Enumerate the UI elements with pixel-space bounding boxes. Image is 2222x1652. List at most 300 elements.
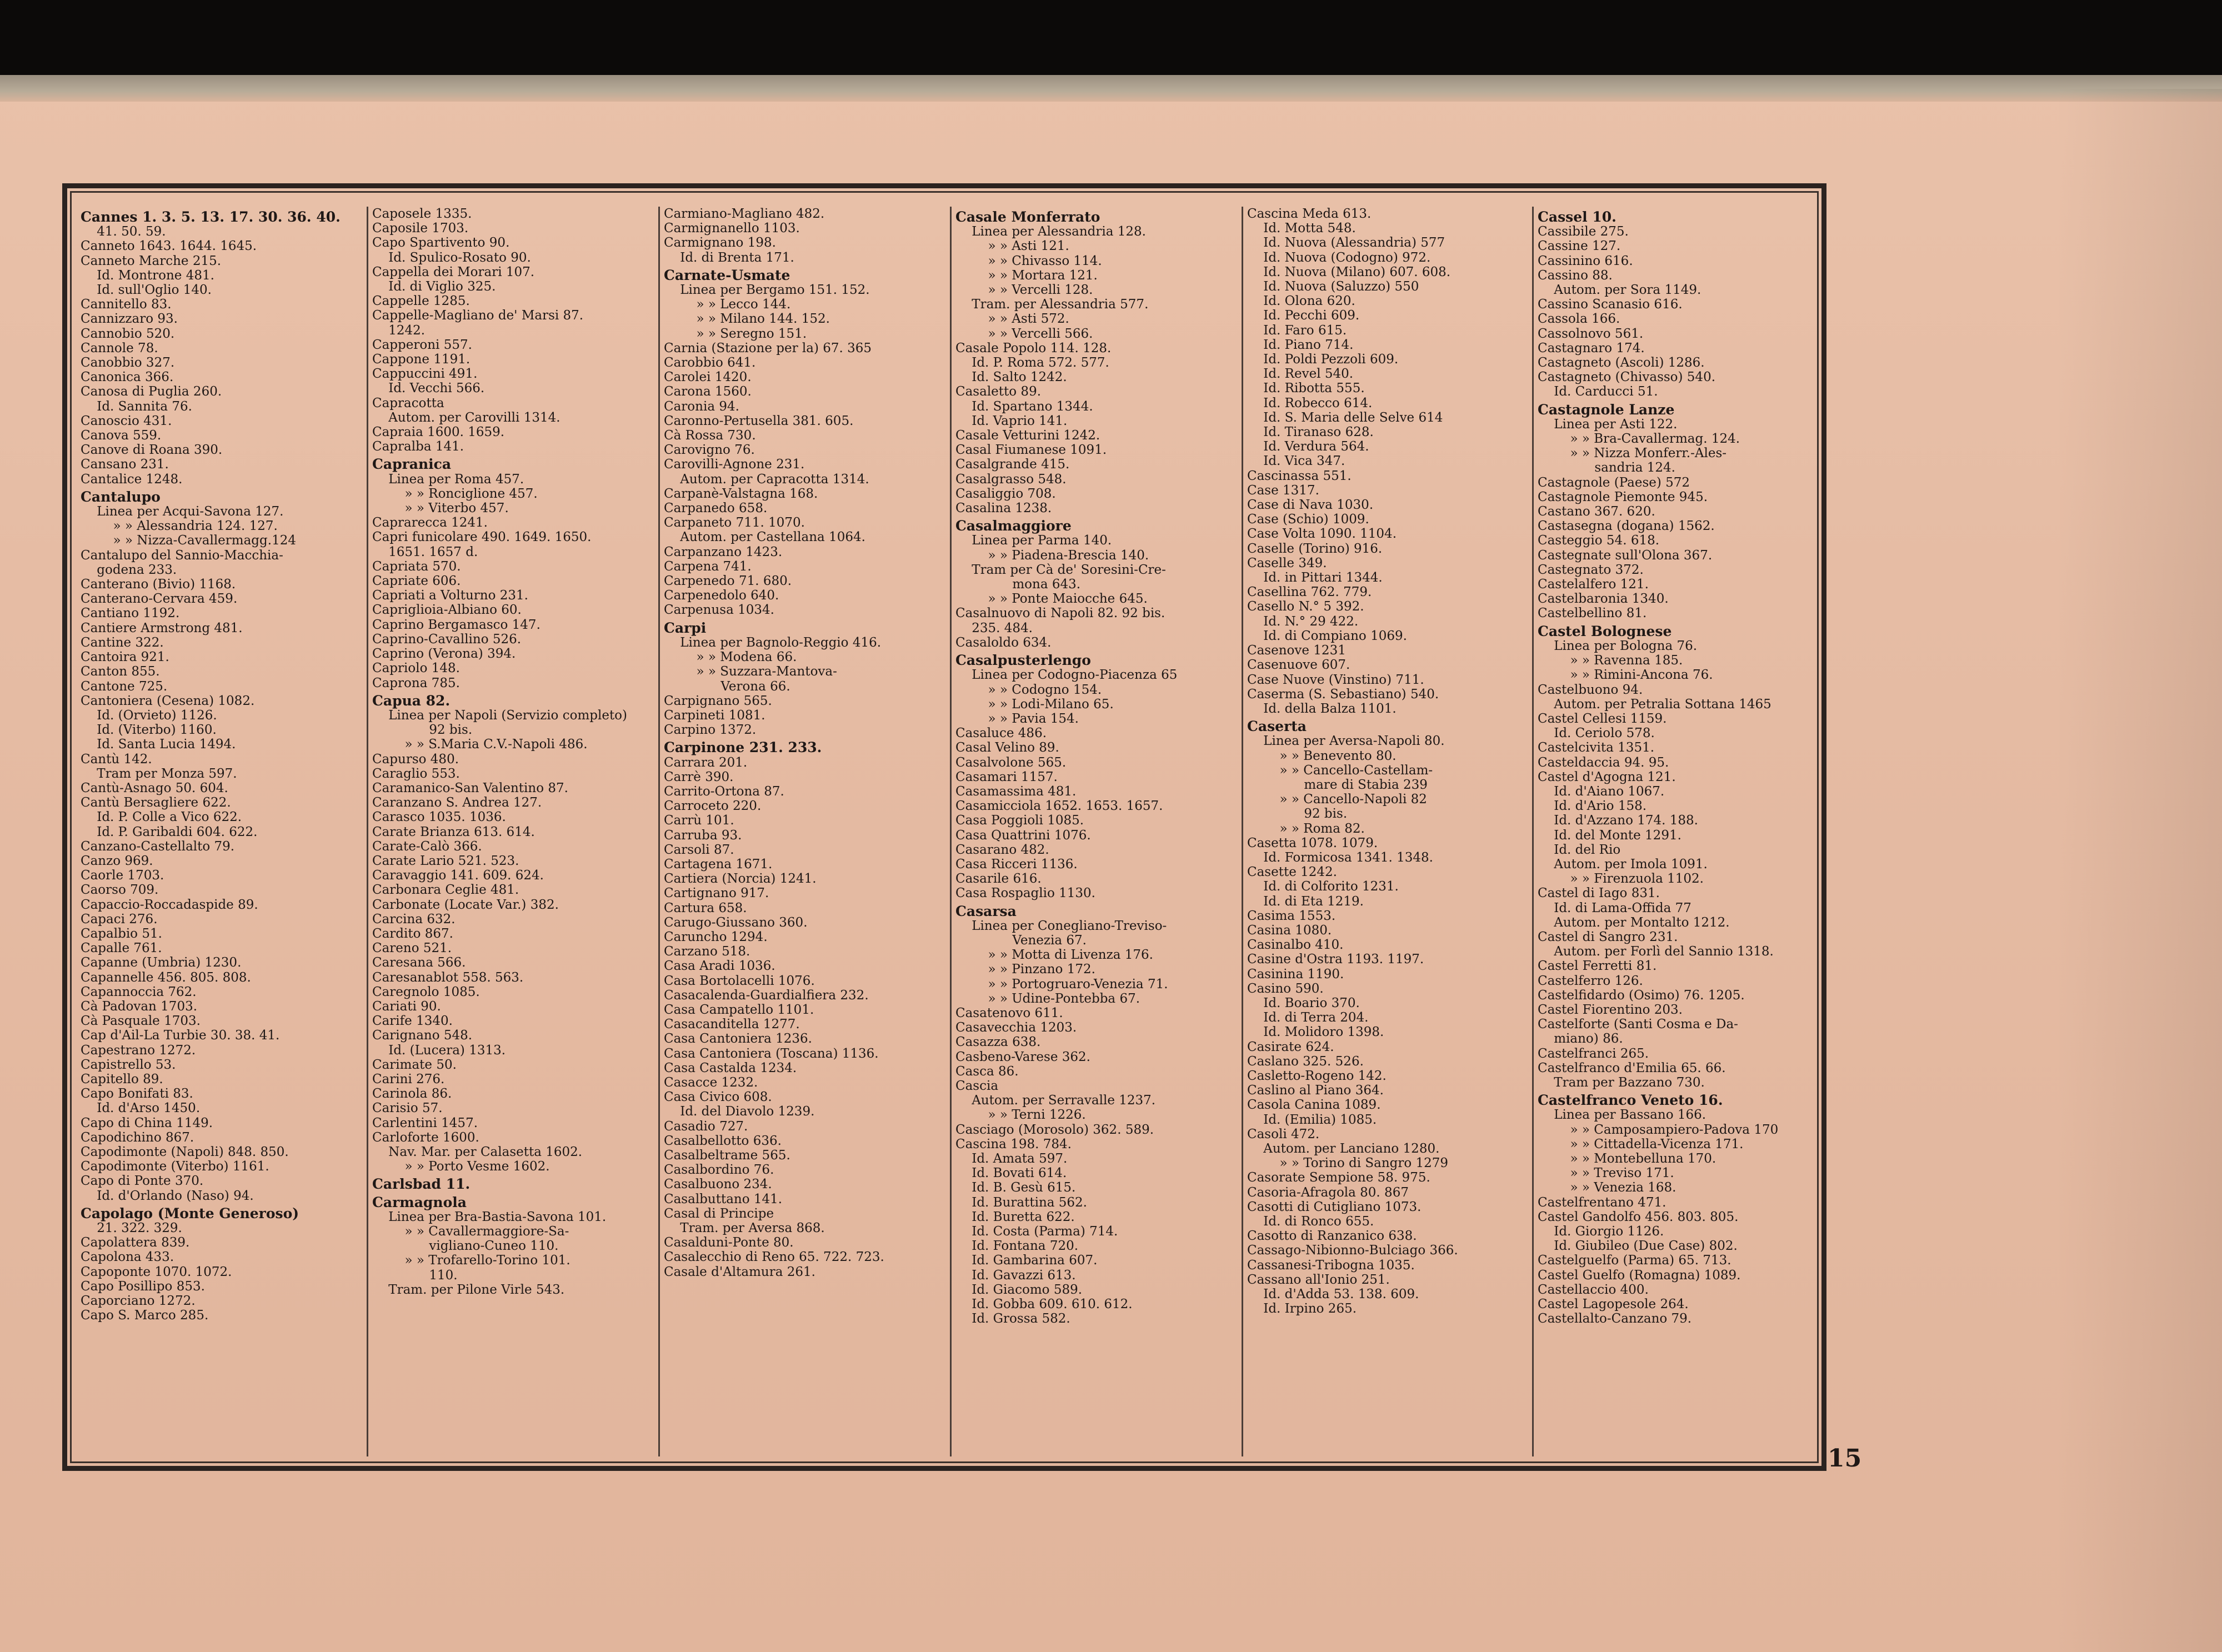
index-entry: Castel di Iago 831. — [1538, 886, 1660, 901]
index-entry: Capri funicolare 490. 1649. 1650. — [372, 530, 592, 545]
index-entry: Id. (Viterbo) 1160. — [81, 723, 217, 738]
index-entry: Id. di Eta 1219. — [1247, 894, 1364, 909]
index-entry: » » Mortara 121. — [955, 268, 1098, 283]
index-entry: Cansano 231. — [81, 457, 169, 472]
index-entry: Cantiano 1192. — [81, 606, 180, 621]
index-entry: Caregnolo 1085. — [372, 984, 480, 999]
index-entry: Cassinino 616. — [1538, 253, 1633, 268]
index-entry: Autom. per Montalto 1212. — [1538, 915, 1730, 930]
index-entry: Id. d'Ario 158. — [1538, 799, 1647, 814]
index-entry: Casa Bortolacelli 1076. — [664, 973, 815, 988]
index-entry: Id. Poldi Pezzoli 609. — [1247, 352, 1399, 367]
index-entry: Castelferro 126. — [1538, 973, 1643, 988]
index-entry: » » Rimini-Ancona 76. — [1538, 668, 1713, 683]
index-entry: Tram. per Pilone Virle 543. — [372, 1282, 565, 1297]
index-entry: Cantoira 921. — [81, 650, 169, 665]
index-entry: Casarile 616. — [955, 872, 1042, 887]
index-entry: Carpineti 1081. — [664, 708, 765, 723]
index-heading: Casalmaggiore — [955, 518, 1072, 534]
index-entry: Autom. per Capracotta 1314. — [664, 472, 869, 487]
index-entry: Casale Popolo 114. 128. — [955, 341, 1112, 356]
index-entry: Autom. per Castellana 1064. — [664, 530, 865, 545]
index-entry: Id. (Lucera) 1313. — [372, 1043, 506, 1058]
index-heading: Casale Monferrato — [955, 209, 1100, 225]
page-number: 15 — [1828, 1444, 1862, 1473]
index-entry: Carpenedolo 640. — [664, 588, 779, 603]
index-entry: Canton 855. — [81, 664, 160, 679]
index-entry: Cascina Meda 613. — [1247, 207, 1372, 221]
index-entry: Casamassima 481. — [955, 784, 1077, 799]
index-entry: Id. Boario 370. — [1247, 995, 1360, 1010]
index-column-2 — [372, 207, 653, 1451]
index-entry: Castelcivita 1351. — [1538, 740, 1655, 755]
index-entry: Carrara 201. — [664, 755, 748, 770]
index-entry: Capo Spartivento 90. — [372, 236, 510, 251]
index-entry: Id. (Emilia) 1085. — [1247, 1112, 1377, 1127]
index-entry: Carisio 57. — [372, 1101, 443, 1116]
index-entry: Linea per Bagnolo-Reggio 416. — [664, 635, 882, 650]
index-entry: Cappelle 1285. — [372, 294, 470, 309]
index-entry: Castelfrentano 471. — [1538, 1195, 1666, 1210]
index-entry: Id. Spulico-Rosato 90. — [372, 250, 531, 265]
index-entry: Caserma (S. Sebastiano) 540. — [1247, 687, 1439, 702]
index-heading: Carmagnola — [372, 1194, 467, 1210]
index-entry: Casazza 638. — [955, 1035, 1041, 1050]
index-entry: » » Roma 82. — [1247, 821, 1365, 836]
index-entry: Carignano 548. — [372, 1028, 473, 1043]
index-entry: Casal di Principe — [664, 1206, 774, 1221]
index-entry: Carpignano 565. — [664, 693, 772, 708]
index-entry: Carroceto 220. — [664, 799, 762, 814]
index-entry: » » Milano 144. 152. — [664, 312, 830, 327]
index-entry: Cascina 198. 784. — [955, 1137, 1072, 1152]
index-entry: Id. Tiranaso 628. — [1247, 425, 1374, 440]
index-entry: Casa Poggioli 1085. — [955, 813, 1084, 828]
index-entry: Case Volta 1090. 1104. — [1247, 527, 1397, 542]
index-entry: Case 1317. — [1247, 483, 1319, 498]
index-entry: Casale Vetturini 1242. — [955, 428, 1100, 443]
index-entry: Id. Ceriolo 578. — [1538, 726, 1655, 741]
index-entry: Carpanzano 1423. — [664, 544, 783, 559]
index-entry: Casalgrande 415. — [955, 457, 1070, 472]
index-entry: Carpena 741. — [664, 559, 752, 574]
column-separator — [1242, 207, 1243, 1456]
index-entry: Id. Molidoro 1398. — [1247, 1025, 1384, 1040]
index-entry: Cannobio 520. — [81, 326, 175, 341]
index-entry: Capo di Ponte 370. — [81, 1174, 204, 1189]
index-entry: 110. — [372, 1268, 458, 1283]
index-entry: 21. 322. 329. — [81, 1221, 182, 1236]
index-entry: Capestrano 1272. — [81, 1043, 196, 1058]
index-entry: Id. di Colforito 1231. — [1247, 879, 1399, 894]
index-entry: Capraia 1600. 1659. — [372, 425, 505, 440]
index-entry: Caramanico-San Valentino 87. — [372, 780, 568, 795]
index-entry: Carovigno 76. — [664, 443, 755, 458]
index-column-6 — [1538, 207, 1818, 1451]
index-entry: Castelbellino 81. — [1538, 606, 1647, 621]
index-entry: Cassibile 275. — [1538, 224, 1629, 239]
index-heading: Capua 82. — [372, 692, 451, 709]
index-entry: Linea per Roma 457. — [372, 472, 524, 487]
index-entry: Capriate 606. — [372, 574, 461, 589]
index-entry: Carsoli 87. — [664, 842, 734, 857]
index-entry: Casa Aradi 1036. — [664, 959, 775, 974]
index-entry: Capurso 480. — [372, 752, 459, 767]
index-entry: Tram per Monza 597. — [81, 766, 237, 781]
index-entry: Casavecchia 1203. — [955, 1020, 1077, 1035]
index-entry: sandria 124. — [1538, 460, 1675, 475]
index-entry: Id. Burattina 562. — [955, 1195, 1087, 1210]
index-entry: Casalbuttano 141. — [664, 1192, 783, 1207]
index-entry: Id. P. Colle a Vico 622. — [81, 810, 242, 825]
index-entry: Casacce 1232. — [664, 1075, 758, 1090]
index-entry: Castel di Sangro 231. — [1538, 929, 1678, 944]
index-entry: Id. Costa (Parma) 714. — [955, 1224, 1118, 1239]
index-entry: Caprino-Cavallino 526. — [372, 632, 522, 647]
index-entry: » » Asti 572. — [955, 312, 1069, 327]
index-entry: Casola Canina 1089. — [1247, 1098, 1381, 1113]
index-entry: Canova 559. — [81, 428, 162, 443]
index-entry: Caprona 785. — [372, 675, 460, 690]
index-entry: » » Terni 1226. — [955, 1108, 1086, 1123]
index-entry: Id. B. Gesù 615. — [955, 1180, 1076, 1195]
index-entry: Casa Campatello 1101. — [664, 1002, 814, 1017]
index-entry: Id. d'Adda 53. 138. 609. — [1247, 1287, 1419, 1302]
index-entry: Id. Santa Lucia 1494. — [81, 737, 236, 752]
index-entry: Cartiera (Norcia) 1241. — [664, 872, 817, 887]
index-entry: Id. di Brenta 171. — [664, 250, 794, 265]
index-entry: Carate Lario 521. 523. — [372, 853, 519, 868]
index-heading: Castel Bolognese — [1538, 623, 1672, 639]
index-entry: Casoli 472. — [1247, 1127, 1320, 1142]
index-entry: Canonica 366. — [81, 370, 174, 385]
index-entry: Capriati a Volturno 231. — [372, 588, 528, 603]
index-entry: Id. Revel 540. — [1247, 367, 1354, 382]
index-entry: Cassolnovo 561. — [1538, 326, 1644, 341]
index-entry: Id. Gambarina 607. — [955, 1253, 1098, 1268]
index-entry: Castelfidardo (Osimo) 76. 1205. — [1538, 988, 1745, 1003]
index-entry: Caronno-Pertusella 381. 605. — [664, 413, 854, 428]
index-entry: Linea per Bergamo 151. 152. — [664, 283, 870, 298]
index-entry: Careno 521. — [372, 941, 452, 956]
index-entry: Id. Faro 615. — [1247, 323, 1347, 338]
index-entry: Id. Verdura 564. — [1247, 439, 1369, 454]
index-entry: Id. P. Garibaldi 604. 622. — [81, 824, 258, 839]
index-entry: Castel Gandolfo 456. 803. 805. — [1538, 1209, 1739, 1224]
index-entry: » » Piadena-Brescia 140. — [955, 548, 1149, 563]
index-entry: Casaloldo 634. — [955, 635, 1052, 650]
index-entry: Castel Cellesi 1159. — [1538, 711, 1667, 726]
index-entry: Canzano-Castellalto 79. — [81, 839, 235, 854]
index-entry: Id. Sannita 76. — [81, 399, 192, 414]
index-entry: Linea per Alessandria 128. — [955, 224, 1146, 239]
index-entry: Castagnole Piemonte 945. — [1538, 489, 1708, 504]
index-entry: Capodimonte (Viterbo) 1161. — [81, 1159, 269, 1174]
index-entry: Id. di Lama-Offida 77 — [1538, 900, 1691, 915]
index-entry: vigliano-Cuneo 110. — [372, 1239, 559, 1254]
index-entry: Canoscio 431. — [81, 413, 172, 428]
index-entry: Autom. per Carovilli 1314. — [372, 410, 560, 425]
index-entry: Casette 1242. — [1247, 865, 1337, 880]
index-entry: Carimate 50. — [372, 1057, 457, 1072]
index-entry: Cantone 725. — [81, 679, 168, 694]
index-entry: Castel Ferretti 81. — [1538, 959, 1657, 974]
index-entry: » » Modena 66. — [664, 650, 797, 665]
index-entry: Castelalfero 121. — [1538, 577, 1649, 592]
index-column-3 — [664, 207, 944, 1451]
index-entry: Cassano all'Ionio 251. — [1247, 1272, 1390, 1287]
index-entry: Id. Gobba 609. 610. 612. — [955, 1297, 1133, 1312]
index-heading: Capranica — [372, 456, 452, 473]
index-entry: » » Torino di Sangro 1279 — [1247, 1156, 1449, 1171]
index-entry: Capriata 570. — [372, 559, 461, 574]
index-entry: Id. Formicosa 1341. 1348. — [1247, 850, 1433, 865]
index-entry: Cantoniera (Cesena) 1082. — [81, 693, 255, 708]
index-entry: » » Portogruaro-Venezia 71. — [955, 977, 1168, 992]
index-entry: Canosa di Puglia 260. — [81, 384, 222, 399]
index-entry: Casacanditella 1277. — [664, 1017, 800, 1032]
index-entry: Carate-Calò 366. — [372, 839, 482, 854]
index-entry: » » Firenzuola 1102. — [1538, 872, 1704, 887]
index-entry: Casteggio 54. 618. — [1538, 533, 1660, 548]
index-entry: Id. Giacomo 589. — [955, 1282, 1083, 1297]
index-entry: Carasco 1035. 1036. — [372, 810, 506, 825]
index-entry: Id. Pecchi 609. — [1247, 308, 1360, 323]
index-entry: Castel d'Agogna 121. — [1538, 769, 1676, 784]
index-entry: Id. Bovati 614. — [955, 1166, 1067, 1181]
index-entry: Id. di Compiano 1069. — [1247, 628, 1407, 643]
index-entry: Autom. per Imola 1091. — [1538, 857, 1708, 872]
index-entry: Linea per Bologna 76. — [1538, 638, 1698, 653]
index-entry: Carnia (Stazione per la) 67. 365 — [664, 341, 872, 356]
index-entry: » » Cancello-Napoli 82 — [1247, 792, 1427, 807]
index-entry: Castano 367. 620. — [1538, 504, 1655, 519]
index-entry: Casalbellotto 636. — [664, 1133, 782, 1148]
index-entry: Casima 1553. — [1247, 908, 1336, 923]
index-entry: Casinalbo 410. — [1247, 938, 1344, 953]
index-entry: Cassanesi-Tribogna 1035. — [1247, 1258, 1415, 1273]
index-entry: Carpaneto 711. 1070. — [664, 515, 805, 530]
index-entry: Capo S. Marco 285. — [81, 1308, 209, 1323]
index-entry: Id. Piano 714. — [1247, 337, 1354, 352]
index-entry: Carpino 1372. — [664, 723, 757, 738]
index-entry: Id. N.° 29 422. — [1247, 614, 1359, 629]
index-entry: Carbonate (Locate Var.) 382. — [372, 897, 559, 912]
index-entry: » » S.Maria C.V.-Napoli 486. — [372, 737, 588, 752]
index-entry: Id. (Orvieto) 1126. — [81, 708, 217, 723]
index-entry: Carinola 86. — [372, 1087, 452, 1102]
index-entry: Casenove 1231 — [1247, 643, 1346, 658]
index-entry: » » Pinzano 172. — [955, 962, 1095, 977]
index-entry: Castagneto (Ascoli) 1286. — [1538, 356, 1705, 371]
index-heading: Cantalupo — [81, 488, 161, 505]
index-entry: mare di Stabia 239 — [1247, 777, 1428, 792]
index-entry: Casalvolone 565. — [955, 755, 1067, 770]
index-entry: miano) 86. — [1538, 1032, 1623, 1047]
index-entry: Castegnato 372. — [1538, 562, 1644, 577]
index-entry: Casalbuono 234. — [664, 1177, 772, 1192]
index-entry: Cap d'Ail-La Turbie 30. 38. 41. — [81, 1028, 280, 1043]
index-entry: Id. Irpino 265. — [1247, 1301, 1357, 1316]
index-entry: 1242. — [372, 323, 426, 338]
index-entry: Casalbordino 76. — [664, 1163, 774, 1178]
index-entry: Cà Rossa 730. — [664, 428, 756, 443]
index-entry: 235. 484. — [955, 620, 1033, 635]
index-entry: Id. del Monte 1291. — [1538, 828, 1681, 843]
index-entry: » » Suzzara-Mantova- — [664, 664, 837, 679]
index-entry: Id. S. Maria delle Selve 614 — [1247, 410, 1443, 425]
index-entry: Carzano 518. — [664, 944, 750, 959]
index-entry: Caslano 325. 526. — [1247, 1054, 1364, 1069]
index-entry: Casirate 624. — [1247, 1039, 1334, 1054]
index-column-4 — [955, 207, 1236, 1451]
index-entry: Id. Spartano 1344. — [955, 399, 1093, 414]
index-entry: Linea per Aversa-Napoli 80. — [1247, 734, 1445, 749]
index-entry: Cantine 322. — [81, 635, 164, 650]
index-entry: Canzo 969. — [81, 853, 153, 868]
index-entry: Carona 1560. — [664, 384, 752, 399]
index-entry: Tram. per Aversa 868. — [664, 1221, 825, 1236]
index-entry: Carpanedo 658. — [664, 501, 768, 516]
index-entry: Carrito-Ortona 87. — [664, 784, 784, 799]
index-entry: Cascia — [955, 1078, 999, 1093]
index-entry: Casalbeltrame 565. — [664, 1148, 790, 1163]
column-separator — [1532, 207, 1534, 1456]
index-entry: Canterano (Bivio) 1168. — [81, 577, 236, 592]
index-entry: Caorso 709. — [81, 883, 159, 898]
index-entry: Caraglio 553. — [372, 766, 460, 781]
index-entry: 41. 50. 59. — [81, 224, 166, 239]
index-entry: » » Venezia 168. — [1538, 1180, 1676, 1195]
index-entry: Casino 590. — [1247, 981, 1324, 996]
index-entry: Castel Guelfo (Romagna) 1089. — [1538, 1268, 1741, 1283]
index-entry: Caselle (Torino) 916. — [1247, 541, 1383, 556]
index-entry: Linea per Conegliano-Treviso- — [955, 918, 1167, 933]
index-entry: » » Viterbo 457. — [372, 501, 509, 516]
index-entry: Id. d'Azzano 174. 188. — [1538, 813, 1698, 828]
index-entry: » » Ronciglione 457. — [372, 486, 538, 501]
index-entry: Caprarecca 1241. — [372, 515, 488, 530]
index-entry: Cannole 78. — [81, 341, 158, 356]
index-entry: » » Seregno 151. — [664, 326, 807, 341]
index-entry: Capracotta — [372, 396, 444, 411]
index-entry: Capalle 761. — [81, 941, 162, 956]
index-entry: Casellina 762. 779. — [1247, 585, 1372, 600]
index-entry: Casamari 1157. — [955, 769, 1058, 784]
index-entry: Canove di Roana 390. — [81, 443, 223, 458]
index-entry: Cassino 88. — [1538, 268, 1613, 283]
index-entry: Carife 1340. — [372, 1014, 453, 1029]
index-entry: Autom. per Lanciano 1280. — [1247, 1142, 1440, 1156]
index-entry: Castelbuono 94. — [1538, 682, 1643, 697]
index-entry: Cappella dei Morari 107. — [372, 264, 535, 279]
index-entry: Carmiano-Magliano 482. — [664, 207, 825, 221]
index-entry: Id. Nuova (Codogno) 972. — [1247, 250, 1431, 265]
index-entry: Casarano 482. — [955, 842, 1049, 857]
index-entry: Capodichino 867. — [81, 1130, 194, 1145]
index-entry: » » Cavallermaggiore-Sa- — [372, 1224, 569, 1239]
index-entry: » » Montebelluna 170. — [1538, 1152, 1716, 1166]
index-entry: Capistrello 53. — [81, 1057, 176, 1072]
index-entry: Capralba 141. — [372, 439, 464, 454]
index-entry: Casa Rospaglio 1130. — [955, 886, 1095, 901]
index-entry: Linea per Asti 122. — [1538, 417, 1678, 432]
index-entry: Caruncho 1294. — [664, 929, 768, 944]
index-entry: Casatenovo 611. — [955, 1005, 1063, 1020]
index-entry: Capolona 433. — [81, 1250, 174, 1265]
index-entry: Autom. per Serravalle 1237. — [955, 1093, 1156, 1108]
index-entry: Casa Castalda 1234. — [664, 1060, 797, 1075]
index-entry: Capolattera 839. — [81, 1235, 190, 1250]
index-entry: Cascinassa 551. — [1247, 468, 1352, 483]
index-entry: Id. del Rio — [1538, 842, 1621, 857]
index-entry: Carruba 93. — [664, 828, 742, 843]
index-entry: Cantalupo del Sannio-Macchia- — [81, 548, 283, 563]
index-entry: Id. Buretta 622. — [955, 1209, 1075, 1224]
index-entry: Castelfranco d'Emilia 65. 66. — [1538, 1060, 1726, 1075]
index-entry: » » Treviso 171. — [1538, 1166, 1674, 1181]
index-entry: Casadio 727. — [664, 1119, 748, 1134]
index-entry: Capodimonte (Napoli) 848. 850. — [81, 1145, 289, 1159]
index-entry: Cappelle-Magliano de' Marsi 87. — [372, 308, 584, 323]
index-entry: Linea per Bassano 166. — [1538, 1108, 1706, 1123]
index-entry: Casa Ricceri 1136. — [955, 857, 1078, 872]
index-entry: Carolei 1420. — [664, 370, 752, 385]
index-entry: Cartignano 917. — [664, 886, 769, 901]
index-entry: Cantù 142. — [81, 752, 152, 767]
index-entry: Canneto Marche 215. — [81, 253, 222, 268]
index-entry: Case di Nava 1030. — [1247, 498, 1374, 513]
index-heading: Capolago (Monte Generoso) — [81, 1205, 299, 1222]
index-entry: Carmignanello 1103. — [664, 221, 800, 236]
index-entry: Cariati 90. — [372, 999, 441, 1014]
index-entry: Linea per Acqui-Savona 127. — [81, 504, 284, 519]
index-entry: Capriglioia-Albiano 60. — [372, 603, 522, 618]
index-entry: Casa Cantoniera (Toscana) 1136. — [664, 1046, 879, 1061]
index-entry: Carpenedo 71. 680. — [664, 574, 792, 589]
index-entry: » » Vercelli 566. — [955, 326, 1093, 341]
index-entry: Autom. per Forlì del Sannio 1318. — [1538, 944, 1774, 959]
index-entry: 92 bis. — [1247, 807, 1348, 822]
index-heading: Castagnole Lanze — [1538, 401, 1675, 418]
index-entry: Case Nuove (Vinstino) 711. — [1247, 672, 1424, 687]
index-entry: Casalnuovo di Napoli 82. 92 bis. — [955, 606, 1165, 621]
index-entry: Casinina 1190. — [1247, 967, 1344, 982]
index-entry: Cappone 1191. — [372, 352, 471, 367]
index-entry: Casoria-Afragola 80. 867 — [1247, 1185, 1409, 1200]
index-entry: Caprino Bergamasco 147. — [372, 617, 541, 632]
index-entry: » » Ponte Maiocche 645. — [955, 592, 1148, 607]
index-entry: Caorle 1703. — [81, 868, 164, 883]
index-entry: » » Trofarello-Torino 101. — [372, 1253, 570, 1268]
index-heading: Casarsa — [955, 903, 1017, 919]
index-entry: godena 233. — [81, 562, 177, 577]
index-entry: Castagneto (Chivasso) 540. — [1538, 370, 1716, 385]
index-entry: Castellaccio 400. — [1538, 1282, 1649, 1297]
index-entry: Castel Lagopesole 264. — [1538, 1297, 1689, 1312]
index-entry: » » Bra-Cavallermag. 124. — [1538, 432, 1740, 447]
index-entry: » » Ravenna 185. — [1538, 653, 1683, 668]
index-entry: Caronia 94. — [664, 399, 739, 414]
index-entry: Capoponte 1070. 1072. — [81, 1264, 232, 1279]
index-entry: Carugo-Giussano 360. — [664, 915, 808, 930]
index-entry: Autom. per Petralia Sottana 1465 — [1538, 697, 1771, 712]
index-entry: Casalina 1238. — [955, 501, 1052, 516]
index-entry: Tram per Bazzano 730. — [1538, 1075, 1705, 1090]
index-entry: » » Cancello-Castellam- — [1247, 763, 1433, 778]
index-entry: Caselle 349. — [1247, 555, 1327, 570]
index-entry: Casa Cantoniera 1236. — [664, 1032, 812, 1047]
